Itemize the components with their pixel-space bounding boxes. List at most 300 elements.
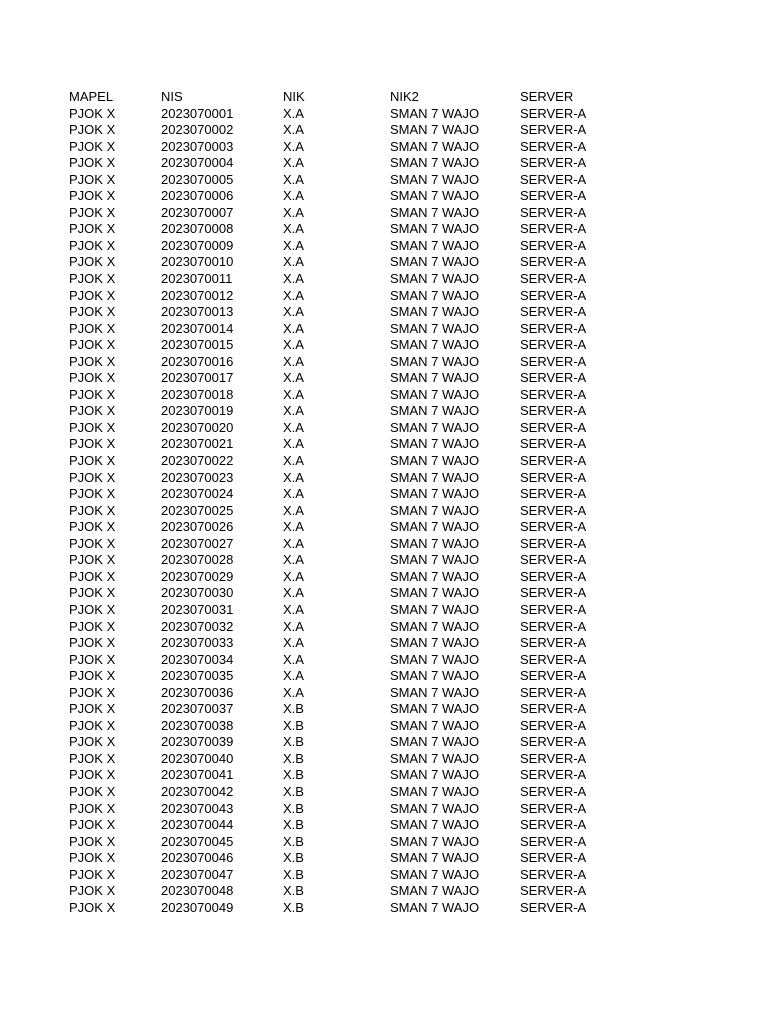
cell-mapel[interactable]: PJOK X	[69, 734, 116, 750]
cell-nik[interactable]: X.B	[283, 750, 304, 766]
cell-mapel[interactable]: PJOK X	[69, 601, 116, 617]
cell-nis[interactable]: 2023070003	[161, 138, 234, 154]
cell-nik2[interactable]: SMAN 7 WAJO	[390, 635, 480, 651]
cell-mapel[interactable]: PJOK X	[69, 204, 116, 220]
cell-mapel[interactable]: PJOK X	[69, 419, 116, 435]
table-row	[69, 188, 629, 205]
cell-server[interactable]: SERVER-A	[520, 750, 587, 766]
cell-nik[interactable]: X.B	[283, 817, 304, 833]
cell-mapel[interactable]: PJOK X	[69, 254, 116, 270]
cell-nik[interactable]: X.B	[283, 717, 304, 733]
table-row	[69, 221, 629, 238]
cell-server[interactable]: SERVER-A	[520, 486, 587, 502]
cell-nik[interactable]: X.A	[283, 287, 304, 303]
cell-mapel[interactable]: PJOK X	[69, 783, 116, 799]
cell-nik[interactable]: X.B	[283, 800, 304, 816]
cell-nik[interactable]: X.A	[283, 403, 304, 419]
cell-nik2[interactable]: SMAN 7 WAJO	[390, 850, 480, 866]
cell-nis[interactable]: 2023070024	[161, 486, 234, 502]
cell-nik[interactable]: X.A	[283, 237, 304, 253]
table-row	[69, 205, 629, 222]
cell-nik2[interactable]: SMAN 7 WAJO	[390, 817, 480, 833]
table-row	[69, 767, 629, 784]
cell-nik[interactable]: X.A	[283, 204, 304, 220]
cell-nis[interactable]: 2023070032	[161, 618, 234, 634]
cell-nik[interactable]: X.A	[283, 453, 304, 469]
cell-nis[interactable]: 2023070030	[161, 585, 234, 601]
table-row	[69, 403, 629, 420]
cell-nik2[interactable]: SMAN 7 WAJO	[390, 237, 480, 253]
cell-server[interactable]: SERVER-A	[520, 701, 587, 717]
cell-mapel[interactable]: PJOK X	[69, 750, 116, 766]
cell-nik2[interactable]: SMAN 7 WAJO	[390, 618, 480, 634]
cell-nis[interactable]: 2023070040	[161, 750, 234, 766]
cell-nik2[interactable]: SMAN 7 WAJO	[390, 701, 480, 717]
cell-server[interactable]: SERVER-A	[520, 419, 587, 435]
table-row	[69, 106, 629, 123]
cell-server[interactable]: SERVER-A	[520, 171, 587, 187]
cell-mapel[interactable]: PJOK X	[69, 502, 116, 518]
table-row	[69, 387, 629, 404]
cell-nis[interactable]: 2023070021	[161, 436, 234, 452]
cell-nis[interactable]: 2023070036	[161, 684, 234, 700]
cell-server[interactable]: SERVER-A	[520, 734, 587, 750]
cell-server[interactable]: SERVER-A	[520, 287, 587, 303]
cell-nis[interactable]: 2023070046	[161, 850, 234, 866]
cell-nik2[interactable]: SMAN 7 WAJO	[390, 519, 480, 535]
table-row	[69, 354, 629, 371]
cell-server[interactable]: SERVER-A	[520, 138, 587, 154]
cell-nik[interactable]: X.A	[283, 502, 304, 518]
table-row	[69, 635, 629, 652]
cell-server[interactable]: SERVER-A	[520, 502, 587, 518]
cell-mapel[interactable]: PJOK X	[69, 221, 116, 237]
cell-nik[interactable]: X.A	[283, 519, 304, 535]
cell-server[interactable]: SERVER-A	[520, 651, 587, 667]
cell-nik[interactable]: X.A	[283, 320, 304, 336]
cell-server[interactable]: SERVER-A	[520, 767, 587, 783]
cell-nis[interactable]: 2023070026	[161, 519, 234, 535]
cell-mapel[interactable]: PJOK X	[69, 817, 116, 833]
cell-nik2[interactable]: SMAN 7 WAJO	[390, 585, 480, 601]
table-row	[69, 453, 629, 470]
table-row	[69, 470, 629, 487]
cell-server[interactable]: SERVER-A	[520, 304, 587, 320]
cell-server[interactable]: SERVER-A	[520, 469, 587, 485]
cell-nik[interactable]: X.A	[283, 486, 304, 502]
cell-nis[interactable]: 2023070029	[161, 568, 234, 584]
cell-nis[interactable]: 2023070005	[161, 171, 234, 187]
cell-server[interactable]: SERVER-A	[520, 204, 587, 220]
cell-mapel[interactable]: PJOK X	[69, 337, 116, 353]
cell-nik[interactable]: X.A	[283, 419, 304, 435]
cell-server[interactable]: SERVER-A	[520, 717, 587, 733]
cell-nis[interactable]: 2023070009	[161, 237, 234, 253]
table-row	[69, 288, 629, 305]
cell-nik2[interactable]: SMAN 7 WAJO	[390, 221, 480, 237]
cell-nik[interactable]: X.A	[283, 155, 304, 171]
cell-server[interactable]: SERVER-A	[520, 155, 587, 171]
cell-server[interactable]: SERVER-A	[520, 883, 587, 899]
cell-nik[interactable]: X.A	[283, 304, 304, 320]
cell-nis[interactable]: 2023070006	[161, 188, 234, 204]
cell-nik2[interactable]: SMAN 7 WAJO	[390, 601, 480, 617]
cell-server[interactable]: SERVER-A	[520, 635, 587, 651]
cell-nik[interactable]: X.A	[283, 552, 304, 568]
cell-nik[interactable]: X.A	[283, 568, 304, 584]
cell-nis[interactable]: 2023070010	[161, 254, 234, 270]
table-row	[69, 304, 629, 321]
cell-mapel[interactable]: PJOK X	[69, 800, 116, 816]
column-header-nik[interactable]: NIK	[283, 89, 305, 104]
cell-nis[interactable]: 2023070023	[161, 469, 234, 485]
cell-nik2[interactable]: SMAN 7 WAJO	[390, 668, 480, 684]
cell-nik2[interactable]: SMAN 7 WAJO	[390, 370, 480, 386]
cell-nik2[interactable]: SMAN 7 WAJO	[390, 750, 480, 766]
cell-server[interactable]: SERVER-A	[520, 403, 587, 419]
cell-server[interactable]: SERVER-A	[520, 453, 587, 469]
cell-nis[interactable]: 2023070047	[161, 866, 234, 882]
cell-server[interactable]: SERVER-A	[520, 568, 587, 584]
table-row	[69, 519, 629, 536]
cell-nik[interactable]: X.B	[283, 866, 304, 882]
table-row	[69, 602, 629, 619]
cell-nik[interactable]: X.B	[283, 850, 304, 866]
table-row	[69, 238, 629, 255]
cell-nik[interactable]: X.B	[283, 833, 304, 849]
cell-server[interactable]: SERVER-A	[520, 221, 587, 237]
table-row	[69, 271, 629, 288]
cell-nik2[interactable]: SMAN 7 WAJO	[390, 552, 480, 568]
cell-nis[interactable]: 2023070045	[161, 833, 234, 849]
cell-nis[interactable]: 2023070018	[161, 386, 234, 402]
cell-nik2[interactable]: SMAN 7 WAJO	[390, 436, 480, 452]
cell-nis[interactable]: 2023070002	[161, 122, 234, 138]
cell-nik2[interactable]: SMAN 7 WAJO	[390, 717, 480, 733]
table-row	[69, 420, 629, 437]
cell-server[interactable]: SERVER-A	[520, 320, 587, 336]
spreadsheet-table	[69, 89, 629, 916]
cell-nik2[interactable]: SMAN 7 WAJO	[390, 866, 480, 882]
cell-nis[interactable]: 2023070035	[161, 668, 234, 684]
cell-nik2[interactable]: SMAN 7 WAJO	[390, 254, 480, 270]
cell-mapel[interactable]: PJOK X	[69, 833, 116, 849]
cell-mapel[interactable]: PJOK X	[69, 519, 116, 535]
cell-mapel[interactable]: PJOK X	[69, 320, 116, 336]
cell-nik[interactable]: X.A	[283, 221, 304, 237]
cell-nik[interactable]: X.A	[283, 684, 304, 700]
cell-mapel[interactable]: PJOK X	[69, 353, 116, 369]
cell-nik2[interactable]: SMAN 7 WAJO	[390, 502, 480, 518]
cell-nis[interactable]: 2023070015	[161, 337, 234, 353]
cell-server[interactable]: SERVER-A	[520, 684, 587, 700]
cell-server[interactable]: SERVER-A	[520, 899, 587, 915]
cell-nik[interactable]: X.A	[283, 122, 304, 138]
cell-server[interactable]: SERVER-A	[520, 817, 587, 833]
cell-nis[interactable]: 2023070033	[161, 635, 234, 651]
cell-mapel[interactable]: PJOK X	[69, 701, 116, 717]
table-row	[69, 685, 629, 702]
table-row	[69, 619, 629, 636]
cell-server[interactable]: SERVER-A	[520, 668, 587, 684]
cell-mapel[interactable]: PJOK X	[69, 403, 116, 419]
cell-mapel[interactable]: PJOK X	[69, 386, 116, 402]
table-row	[69, 734, 629, 751]
cell-nik[interactable]: X.A	[283, 105, 304, 121]
table-row	[69, 668, 629, 685]
cell-nik2[interactable]: SMAN 7 WAJO	[390, 304, 480, 320]
cell-nik2[interactable]: SMAN 7 WAJO	[390, 204, 480, 220]
cell-nik2[interactable]: SMAN 7 WAJO	[390, 403, 480, 419]
table-row	[69, 652, 629, 669]
cell-nis[interactable]: 2023070048	[161, 883, 234, 899]
cell-nis[interactable]: 2023070049	[161, 899, 234, 915]
cell-nis[interactable]: 2023070017	[161, 370, 234, 386]
cell-nik2[interactable]: SMAN 7 WAJO	[390, 337, 480, 353]
table-row	[69, 817, 629, 834]
table-row	[69, 172, 629, 189]
cell-nik2[interactable]: SMAN 7 WAJO	[390, 122, 480, 138]
cell-server[interactable]: SERVER-A	[520, 601, 587, 617]
column-header-nis[interactable]: NIS	[161, 89, 183, 104]
cell-nis[interactable]: 2023070039	[161, 734, 234, 750]
cell-server[interactable]: SERVER-A	[520, 783, 587, 799]
cell-nik[interactable]: X.A	[283, 271, 304, 287]
cell-nik[interactable]: X.A	[283, 337, 304, 353]
cell-nis[interactable]: 2023070004	[161, 155, 234, 171]
cell-mapel[interactable]: PJOK X	[69, 287, 116, 303]
cell-mapel[interactable]: PJOK X	[69, 899, 116, 915]
table-row	[69, 139, 629, 156]
cell-nik[interactable]: X.B	[283, 701, 304, 717]
cell-mapel[interactable]: PJOK X	[69, 651, 116, 667]
cell-nik[interactable]: X.A	[283, 138, 304, 154]
column-header-nik2[interactable]: NIK2	[390, 89, 419, 104]
cell-nik2[interactable]: SMAN 7 WAJO	[390, 486, 480, 502]
cell-nik2[interactable]: SMAN 7 WAJO	[390, 469, 480, 485]
cell-mapel[interactable]: PJOK X	[69, 585, 116, 601]
cell-server[interactable]: SERVER-A	[520, 535, 587, 551]
cell-mapel[interactable]: PJOK X	[69, 486, 116, 502]
table-row	[69, 155, 629, 172]
table-row	[69, 751, 629, 768]
cell-nik2[interactable]: SMAN 7 WAJO	[390, 155, 480, 171]
cell-nis[interactable]: 2023070041	[161, 767, 234, 783]
table-row	[69, 370, 629, 387]
cell-nis[interactable]: 2023070044	[161, 817, 234, 833]
cell-nis[interactable]: 2023070043	[161, 800, 234, 816]
cell-nik2[interactable]: SMAN 7 WAJO	[390, 188, 480, 204]
cell-nik[interactable]: X.A	[283, 651, 304, 667]
cell-server[interactable]: SERVER-A	[520, 271, 587, 287]
cell-server[interactable]: SERVER-A	[520, 254, 587, 270]
table-row	[69, 701, 629, 718]
cell-server[interactable]: SERVER-A	[520, 618, 587, 634]
cell-nis[interactable]: 2023070008	[161, 221, 234, 237]
cell-nis[interactable]: 2023070001	[161, 105, 234, 121]
cell-mapel[interactable]: PJOK X	[69, 535, 116, 551]
cell-server[interactable]: SERVER-A	[520, 370, 587, 386]
cell-mapel[interactable]: PJOK X	[69, 105, 116, 121]
cell-nis[interactable]: 2023070013	[161, 304, 234, 320]
cell-server[interactable]: SERVER-A	[520, 552, 587, 568]
cell-nik[interactable]: X.A	[283, 254, 304, 270]
cell-nik2[interactable]: SMAN 7 WAJO	[390, 767, 480, 783]
table-row	[69, 850, 629, 867]
cell-mapel[interactable]: PJOK X	[69, 552, 116, 568]
cell-nik[interactable]: X.A	[283, 635, 304, 651]
cell-mapel[interactable]: PJOK X	[69, 453, 116, 469]
table-row	[69, 436, 629, 453]
cell-server[interactable]: SERVER-A	[520, 866, 587, 882]
cell-nik2[interactable]: SMAN 7 WAJO	[390, 883, 480, 899]
cell-nik[interactable]: X.A	[283, 469, 304, 485]
cell-nik[interactable]: X.A	[283, 436, 304, 452]
cell-server[interactable]: SERVER-A	[520, 519, 587, 535]
cell-mapel[interactable]: PJOK X	[69, 866, 116, 882]
cell-mapel[interactable]: PJOK X	[69, 122, 116, 138]
cell-mapel[interactable]: PJOK X	[69, 618, 116, 634]
cell-nik[interactable]: X.B	[283, 883, 304, 899]
cell-nik2[interactable]: SMAN 7 WAJO	[390, 651, 480, 667]
table-row	[69, 801, 629, 818]
cell-nik2[interactable]: SMAN 7 WAJO	[390, 734, 480, 750]
cell-nis[interactable]: 2023070007	[161, 204, 234, 220]
cell-nik[interactable]: X.A	[283, 668, 304, 684]
cell-nik2[interactable]: SMAN 7 WAJO	[390, 171, 480, 187]
cell-nik[interactable]: X.A	[283, 353, 304, 369]
table-row	[69, 321, 629, 338]
table-row	[69, 900, 629, 917]
cell-nik2[interactable]: SMAN 7 WAJO	[390, 783, 480, 799]
cell-nik2[interactable]: SMAN 7 WAJO	[390, 833, 480, 849]
cell-mapel[interactable]: PJOK X	[69, 237, 116, 253]
cell-mapel[interactable]: PJOK X	[69, 684, 116, 700]
cell-server[interactable]: SERVER-A	[520, 122, 587, 138]
cell-nik2[interactable]: SMAN 7 WAJO	[390, 419, 480, 435]
cell-mapel[interactable]: PJOK X	[69, 635, 116, 651]
cell-nis[interactable]: 2023070027	[161, 535, 234, 551]
cell-mapel[interactable]: PJOK X	[69, 767, 116, 783]
table-row	[69, 569, 629, 586]
cell-mapel[interactable]: PJOK X	[69, 188, 116, 204]
cell-nis[interactable]: 2023070034	[161, 651, 234, 667]
cell-server[interactable]: SERVER-A	[520, 353, 587, 369]
cell-nik[interactable]: X.A	[283, 601, 304, 617]
cell-nik[interactable]: X.A	[283, 585, 304, 601]
cell-server[interactable]: SERVER-A	[520, 833, 587, 849]
cell-nik2[interactable]: SMAN 7 WAJO	[390, 287, 480, 303]
cell-server[interactable]: SERVER-A	[520, 850, 587, 866]
table-row	[69, 122, 629, 139]
cell-nis[interactable]: 2023070011	[161, 271, 233, 287]
cell-nis[interactable]: 2023070012	[161, 287, 234, 303]
cell-mapel[interactable]: PJOK X	[69, 469, 116, 485]
cell-nik[interactable]: X.A	[283, 171, 304, 187]
table-row	[69, 552, 629, 569]
cell-nik2[interactable]: SMAN 7 WAJO	[390, 105, 480, 121]
cell-nis[interactable]: 2023070025	[161, 502, 234, 518]
cell-nik2[interactable]: SMAN 7 WAJO	[390, 320, 480, 336]
cell-server[interactable]: SERVER-A	[520, 188, 587, 204]
cell-nik[interactable]: X.B	[283, 899, 304, 915]
table-row	[69, 834, 629, 851]
cell-nis[interactable]: 2023070031	[161, 601, 234, 617]
cell-nis[interactable]: 2023070014	[161, 320, 234, 336]
cell-mapel[interactable]: PJOK X	[69, 155, 116, 171]
cell-nik[interactable]: X.A	[283, 188, 304, 204]
cell-mapel[interactable]: PJOK X	[69, 568, 116, 584]
cell-nik[interactable]: X.B	[283, 734, 304, 750]
cell-nik2[interactable]: SMAN 7 WAJO	[390, 386, 480, 402]
table-row	[69, 718, 629, 735]
cell-nik2[interactable]: SMAN 7 WAJO	[390, 353, 480, 369]
cell-server[interactable]: SERVER-A	[520, 337, 587, 353]
table-body	[69, 106, 629, 917]
cell-mapel[interactable]: PJOK X	[69, 436, 116, 452]
cell-nik[interactable]: X.A	[283, 618, 304, 634]
cell-nis[interactable]: 2023070019	[161, 403, 234, 419]
cell-nis[interactable]: 2023070037	[161, 701, 234, 717]
cell-nik[interactable]: X.B	[283, 783, 304, 799]
cell-mapel[interactable]: PJOK X	[69, 138, 116, 154]
cell-mapel[interactable]: PJOK X	[69, 370, 116, 386]
cell-mapel[interactable]: PJOK X	[69, 850, 116, 866]
cell-nis[interactable]: 2023070038	[161, 717, 234, 733]
cell-server[interactable]: SERVER-A	[520, 105, 587, 121]
table-row	[69, 536, 629, 553]
cell-mapel[interactable]: PJOK X	[69, 668, 116, 684]
cell-server[interactable]: SERVER-A	[520, 800, 587, 816]
cell-nik2[interactable]: SMAN 7 WAJO	[390, 568, 480, 584]
cell-mapel[interactable]: PJOK X	[69, 171, 116, 187]
cell-mapel[interactable]: PJOK X	[69, 717, 116, 733]
cell-mapel[interactable]: PJOK X	[69, 304, 116, 320]
table-row	[69, 585, 629, 602]
cell-nik[interactable]: X.A	[283, 386, 304, 402]
cell-server[interactable]: SERVER-A	[520, 585, 587, 601]
cell-mapel[interactable]: PJOK X	[69, 883, 116, 899]
cell-nik2[interactable]: SMAN 7 WAJO	[390, 800, 480, 816]
cell-nik[interactable]: X.A	[283, 535, 304, 551]
cell-nik2[interactable]: SMAN 7 WAJO	[390, 453, 480, 469]
column-header-mapel[interactable]: MAPEL	[69, 89, 114, 104]
cell-nis[interactable]: 2023070022	[161, 453, 234, 469]
cell-nik2[interactable]: SMAN 7 WAJO	[390, 535, 480, 551]
table-row	[69, 486, 629, 503]
table-row	[69, 254, 629, 271]
cell-server[interactable]: SERVER-A	[520, 386, 587, 402]
cell-nik2[interactable]: SMAN 7 WAJO	[390, 138, 480, 154]
cell-nis[interactable]: 2023070020	[161, 419, 234, 435]
cell-nis[interactable]: 2023070042	[161, 783, 234, 799]
cell-nik2[interactable]: SMAN 7 WAJO	[390, 271, 480, 287]
cell-nis[interactable]: 2023070016	[161, 353, 234, 369]
header-row	[69, 89, 629, 106]
cell-mapel[interactable]: PJOK X	[69, 271, 116, 287]
column-header-server[interactable]: SERVER	[520, 89, 574, 104]
cell-nik2[interactable]: SMAN 7 WAJO	[390, 684, 480, 700]
table-row	[69, 337, 629, 354]
table-row	[69, 883, 629, 900]
cell-nik2[interactable]: SMAN 7 WAJO	[390, 899, 480, 915]
cell-nis[interactable]: 2023070028	[161, 552, 234, 568]
table-row	[69, 867, 629, 884]
cell-server[interactable]: SERVER-A	[520, 237, 587, 253]
cell-server[interactable]: SERVER-A	[520, 436, 587, 452]
cell-nik[interactable]: X.A	[283, 370, 304, 386]
cell-nik[interactable]: X.B	[283, 767, 304, 783]
